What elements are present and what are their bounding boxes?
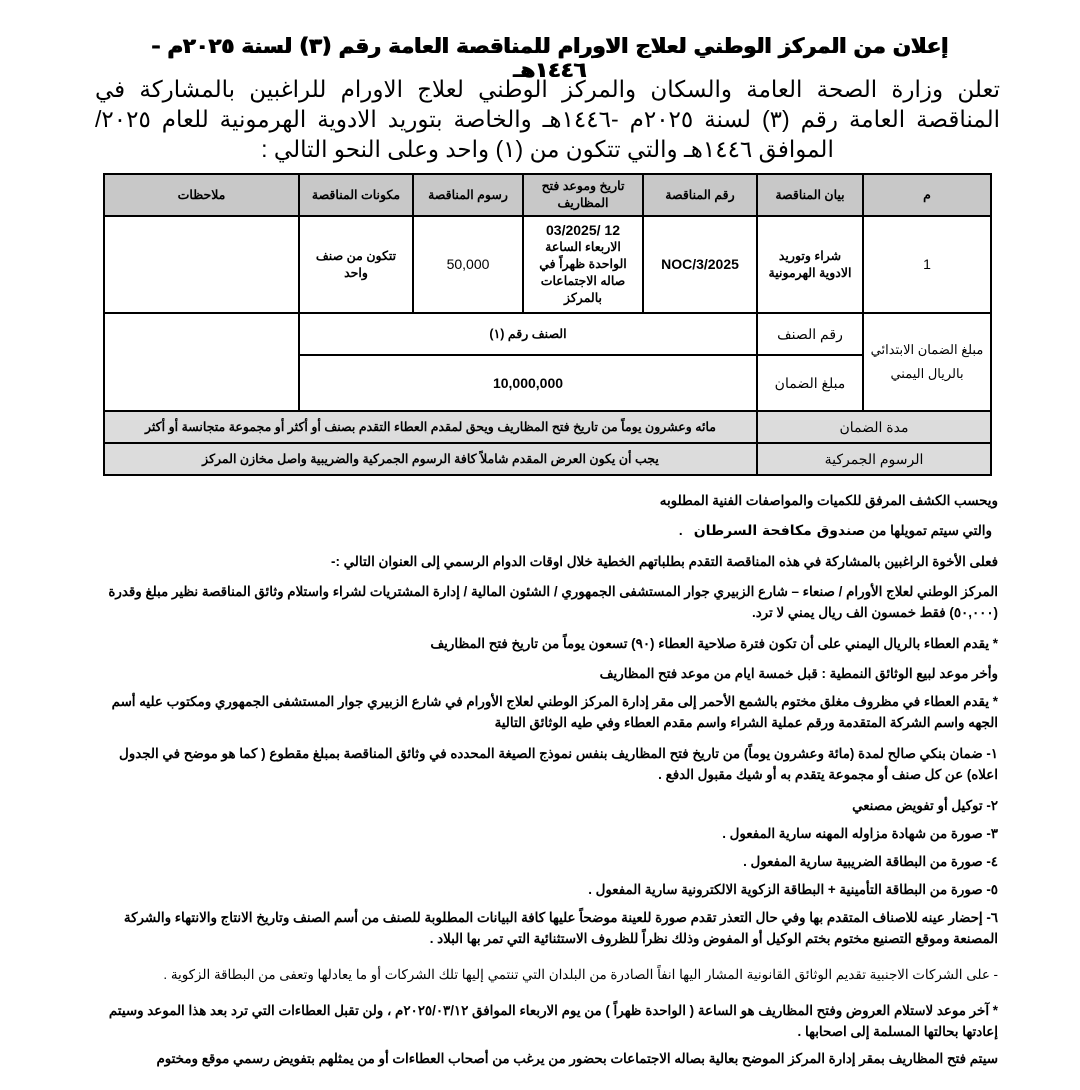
item-number-value: الصنف رقم (١): [299, 313, 757, 355]
item-number-label: رقم الصنف: [757, 313, 863, 355]
funding-suffix: .: [678, 523, 683, 538]
list-item-sample: ٦- إحضار عينه للاصناف المتقدم بها وفي حال التعذر تقدم صورة للعينة موضحاً عليها كافة البيانات المطلوبة للصنف من أسم الصنف وتاريخ الانتاج والانتهاء والشركة المصنعة وموقع التصنيع مختوم بختم الوكيل أو المفوض وذلك نظراً للظروف الاستثنائية التي تمر بها البلاد .: [123, 910, 998, 946]
guarantee-empty-cell: [104, 313, 299, 411]
header-fees: رسوم المناقصة: [413, 174, 523, 216]
customs-value: يجب أن يكون العرض المقدم شاملاً كافة الرسوم الجمركية والضريبية واصل مخازن المركز: [104, 443, 757, 475]
tender-table: [103, 173, 992, 476]
table-row: [104, 313, 991, 355]
header-index: م: [863, 174, 991, 216]
table-row: [104, 443, 991, 475]
customs-label: الرسوم الجمركية: [757, 443, 991, 475]
funding-source: صندوق مكافحة السرطان: [693, 523, 866, 539]
table-header-row: [104, 174, 991, 216]
guarantee-duration-label: مدة الضمان: [757, 411, 991, 443]
guarantee-label: مبلغ الضمان الابتدائي بالريال اليمني: [863, 313, 991, 411]
guarantee-amount-value: 10,000,000: [299, 355, 757, 411]
cell-notes: [104, 216, 299, 313]
announcement-title: إعلان من المركز الوطني لعلاج الاورام للمناقصة العامة رقم (٣) لسنة ٢٠٢٥م - ١٤٤٦هـ: [151, 34, 949, 82]
list-item-bank-guarantee: ١- ضمان بنكي صالح لمدة (مائة وعشرون يوماً) من تاريخ فتح المظاريف بنفس نموذج الصيغة المحدده في وثائق المناقصة بمبلغ مقطوع ( كما هو موضح في الجدول اعلاه) عن كل صنف أو مجموعة يتقدم به أو شيك مقبول الدفع .: [119, 746, 998, 782]
paragraph-opening: سيتم فتح المظاريف بمقر إدارة المركز الموضح بعالية بصاله الاجتماعات بحضور من يرغب من أصحاب العطاءات أو من يمثلهم بتفويض رسمي موقع ومختوم: [156, 1051, 998, 1066]
cell-index: 1: [863, 216, 991, 313]
paragraph-foreign-companies: - على الشركات الاجنبية تقديم الوثائق القانونية المشار اليها انفاً الصادرة من البلدان التي تنتمي إليها تلك الشركات أو ما يعادلها وتعفى من البطاقة الزكوية .: [163, 967, 998, 982]
cell-fees: 50,000: [413, 216, 523, 313]
header-number: رقم المناقصة: [643, 174, 757, 216]
paragraph-address: المركز الوطني لعلاج الأورام / صنعاء – شارع الزبيري جوار المستشفى الجمهوري / الشئون المالية / إدارة المشتريات لشراء واستلام وثائق المناقصة نظير مبلغ وقدرة (٥٠,٠٠٠) فقط خمسون الف ريال يمني لا ترد.: [108, 584, 998, 620]
cell-number: NOC/3/2025: [643, 216, 757, 313]
table-row: [104, 216, 991, 313]
header-description: بيان المناقصة: [757, 174, 863, 216]
paragraph-funding: [679, 520, 992, 542]
header-notes: ملاحظات: [104, 174, 299, 216]
intro-paragraph: تعلن وزارة الصحة العامة والسكان والمركز الوطني لعلاج الاورام للراغبين بالمشاركة في المناقصة العامة رقم (٣) لسنة ٢٠٢٥م -١٤٤٦هـ والخاصة بتوريد الادوية الهرمونية للعام ٢٠٢٥/الموافق ١٤٤٦هـ والتي تتكون من (١) واحد وعلى النحو التالي :: [95, 76, 1000, 162]
paragraph-specs: ويحسب الكشف المرفق للكميات والمواصفات الفنية المطلوبه: [659, 493, 998, 508]
paragraph-submission-deadline: * آخر موعد لاستلام العروض وفتح المظاريف هو الساعة ( الواحدة ظهراً ) من يوم الاربعاء الموافق ٢٠٢٥/٠٣/١٢م ، ولن تقبل العطاءات التي ترد بعد هذا الموعد وسيتم إعادتها بحالتها المسلمة إلى اصحابها .: [108, 1003, 998, 1039]
opening-date-details: الاربعاء الساعة الواحدة ظهراً في صاله الاجتماعات بالمركز: [539, 240, 627, 305]
paragraph-bid-currency: * يقدم العطاء بالريال اليمني على أن تكون فترة صلاحية العطاء (٩٠) تسعون يوماً من تاريخ فتح المظاريف: [430, 636, 998, 651]
paragraph-envelope: * يقدم العطاء في مظروف مغلق مختوم بالشمع الأحمر إلى مقر إدارة المركز الوطني لعلاج الأورام في شارع الزبيري جوار المستشفى الجمهوري ومكتوب عليه أسم الجهه واسم الشركة المتقدمة ورقم عملية الشراء واسم مقدم العطاء وفي طيه الوثائق التالية: [111, 694, 998, 730]
table-row: [104, 411, 991, 443]
cell-opening-date: [523, 216, 643, 313]
list-item-insurance-card: ٥- صورة من البطاقة التأمينية + البطاقة الزكوية الالكترونية سارية المفعول .: [588, 882, 998, 897]
guarantee-amount-label: مبلغ الضمان: [757, 355, 863, 411]
funding-prefix: والتي سيتم تمويلها من: [868, 523, 992, 538]
header-opening-date: تاريخ وموعد فتح المظاريف: [523, 174, 643, 216]
list-item-authorization: ٢- توكيل أو تفويض مصنعي: [852, 798, 998, 813]
list-item-tax-card: ٤- صورة من البطاقة الضريبية سارية المفعول .: [743, 854, 998, 869]
cell-description: شراء وتوريد الادوية الهرمونية: [757, 216, 863, 313]
header-components: مكونات المناقصة: [299, 174, 413, 216]
paragraph-doc-deadline: وأخر موعد لبيع الوثائق النمطية : قبل خمسة ايام من موعد فتح المظاريف: [599, 666, 998, 681]
cell-components: تتكون من صنف واحد: [299, 216, 413, 313]
list-item-license: ٣- صورة من شهادة مزاوله المهنه سارية المفعول .: [722, 826, 998, 841]
paragraph-invitation: فعلى الأخوة الراغبين بالمشاركة في هذه المناقصة التقدم بطلباتهم الخطية خلال اوقات الدوام الرسمي إلى العنوان التالي :-: [330, 554, 998, 569]
opening-date: 12 /03/2025: [546, 222, 620, 238]
guarantee-duration-value: مائه وعشرون يوماً من تاريخ فتح المظاريف ويحق لمقدم العطاء التقدم بصنف أو أكثر أو مجموعة متجانسة أو أكثر: [104, 411, 757, 443]
